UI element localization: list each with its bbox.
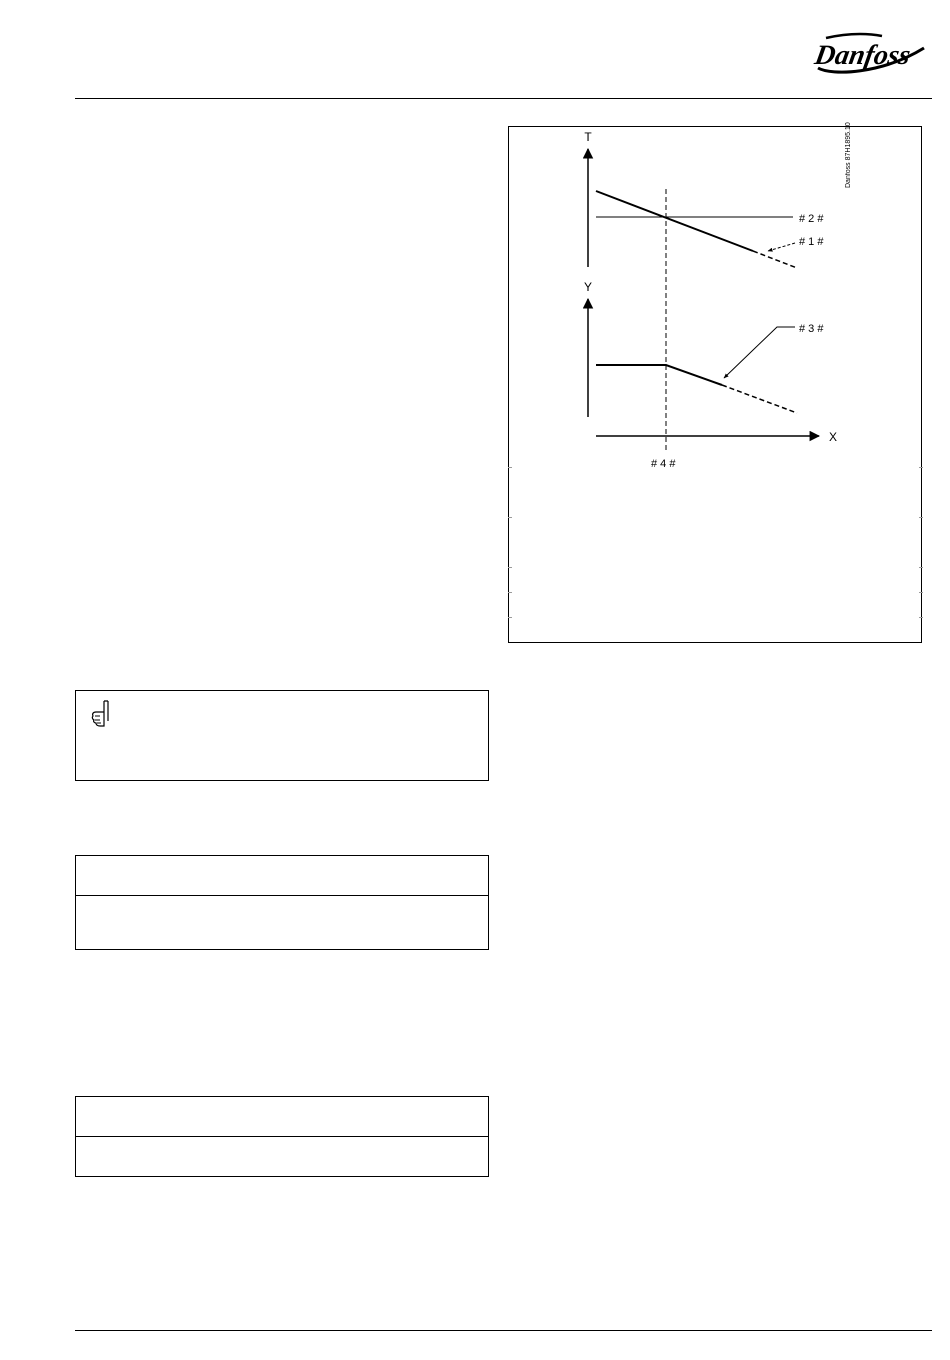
pointing-hand-icon (90, 699, 112, 729)
danfoss-logo (812, 28, 930, 80)
lower-curve-dashed (722, 385, 797, 413)
footer-rule (75, 1330, 932, 1331)
callout-3-leader (724, 327, 795, 378)
table-row (76, 896, 488, 949)
t-axis-label: T (584, 130, 592, 144)
callout-2: # 2 # (799, 213, 824, 225)
figure-reference-code: Danfoss 87H1895.10 (845, 122, 852, 188)
table-1 (75, 855, 489, 950)
note-box (75, 690, 489, 781)
table-row (76, 1137, 488, 1176)
callout-3: # 3 # (799, 323, 824, 335)
svg-text:Danfoss: Danfoss (812, 40, 913, 71)
table-header-row (76, 856, 488, 896)
lower-curve-solid (596, 365, 722, 385)
table-2 (75, 1096, 489, 1177)
x-axis-label: X (829, 430, 838, 444)
figure-frame (508, 122, 922, 643)
y-axis-label: Y (583, 280, 593, 294)
callout-4: # 4 # (651, 458, 676, 470)
upper-curve-dashed (753, 251, 797, 268)
header-rule (75, 98, 932, 99)
control-diagram (509, 122, 923, 644)
upper-curve-solid (596, 191, 753, 251)
table-header-row (76, 1097, 488, 1137)
callout-1: # 1 # (799, 236, 824, 248)
callout-1-leader (768, 243, 795, 251)
